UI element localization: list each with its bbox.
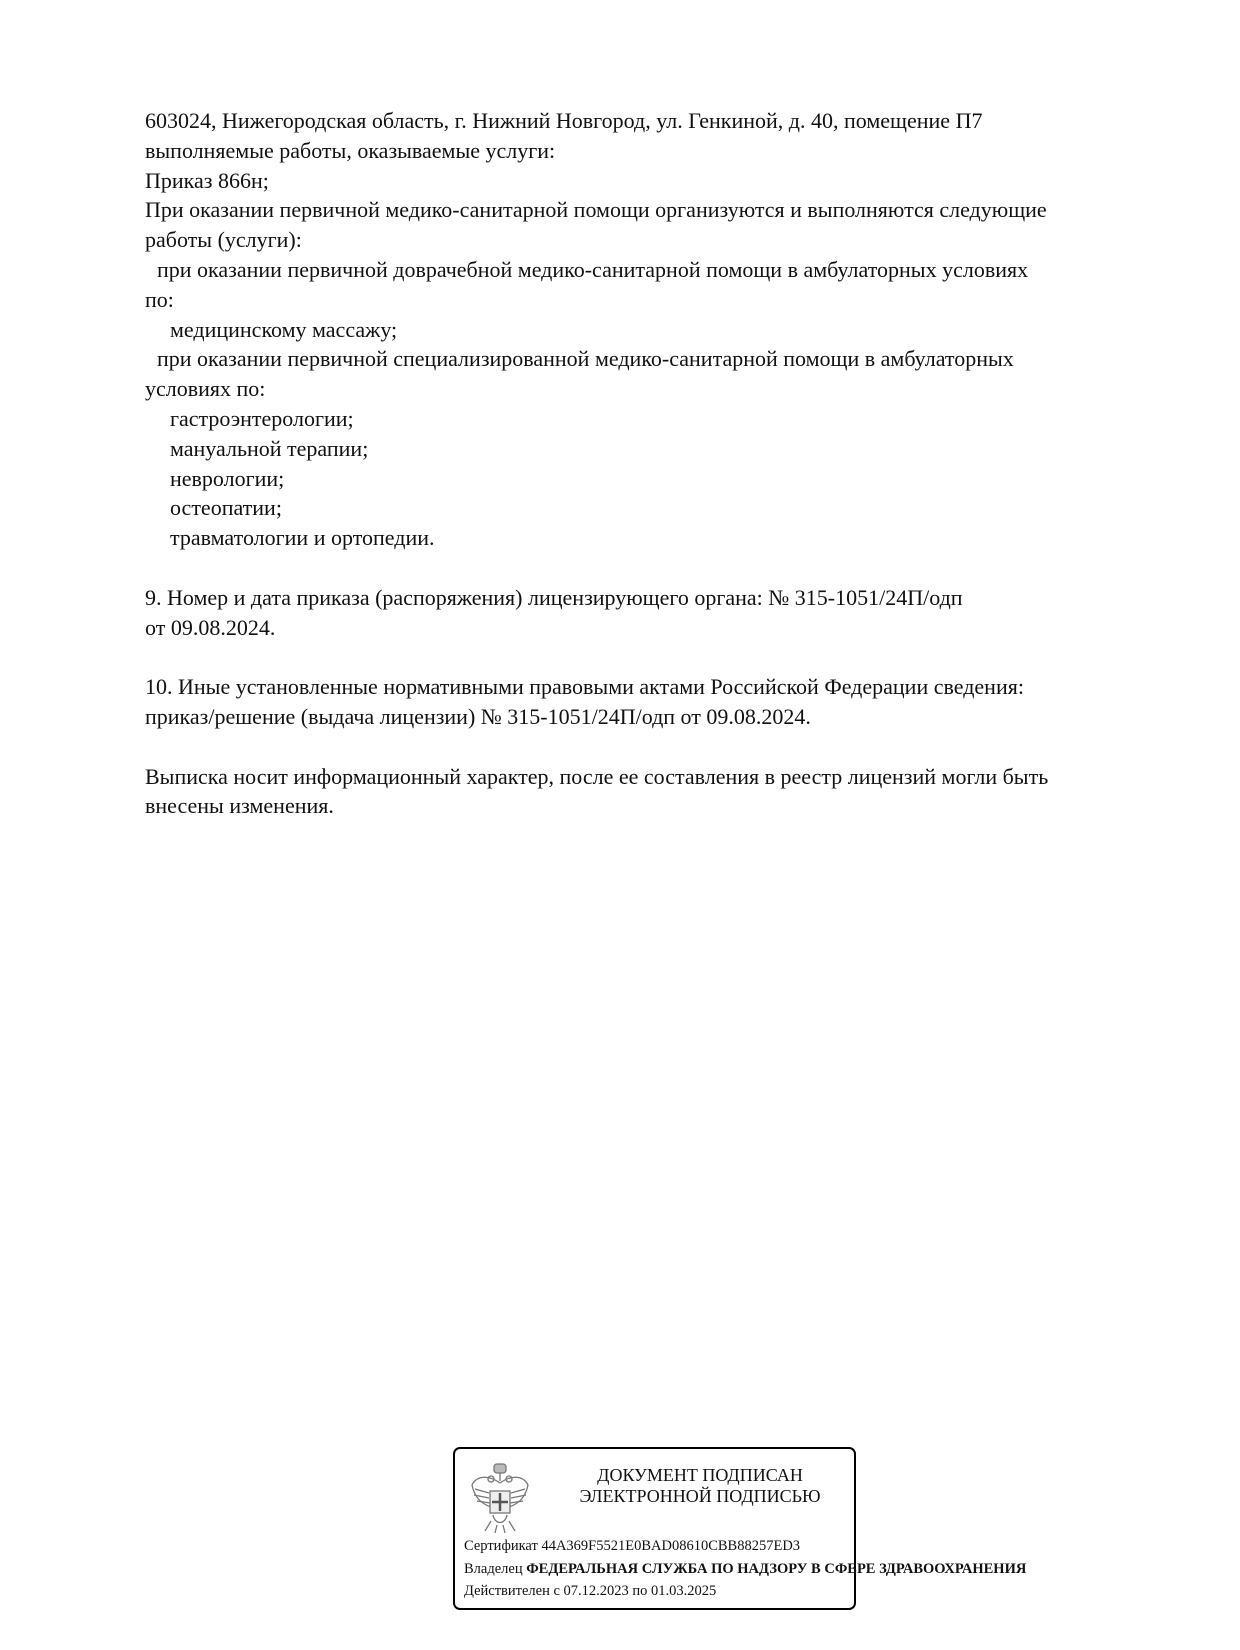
address-line: 603024, Нижегородская область, г. Нижний Новгород, ул. Генкиной, д. 40, помещение П7 [145, 108, 983, 133]
text-line: при оказании первичной специализированной медико-санитарной помощи в амбулаторных [157, 346, 1014, 372]
certificate-line [464, 1535, 849, 1558]
text-line: работы (услуги): [145, 227, 302, 253]
certificate-label: Сертификат [464, 1538, 538, 1554]
service-item: травматологии и ортопедии. [170, 525, 435, 551]
stamp-info [464, 1535, 1027, 1603]
service-item: неврологии; [170, 465, 285, 491]
text-line: выполняемые работы, оказываемые услуги: [145, 137, 556, 163]
owner-line [464, 1558, 1027, 1581]
stamp-title [555, 1465, 845, 1507]
text-line: при оказании первичной доврачебной медико-санитарной помощи в амбулаторных условиях [157, 256, 1029, 282]
stamp-title-line: ДОКУМЕНТ ПОДПИСАН [597, 1465, 803, 1485]
text-line: При оказании первичной медико-санитарной помощи организуются и выполняются следующие [145, 197, 1047, 223]
service-item: остеопатии; [170, 495, 282, 521]
text-line: Приказ 866н; [145, 167, 269, 193]
note-line: внесены изменения. [145, 793, 334, 819]
owner-label: Владелец [464, 1560, 523, 1577]
document-body [145, 106, 1155, 821]
section-9-line: 9. Номер и дата приказа (распоряжения) лицензирующего органа: № 315-1051/24П/одп [145, 584, 963, 610]
service-item: гастроэнтерологии; [170, 405, 354, 431]
e-signature-stamp [453, 1447, 1027, 1610]
stamp-title-line: ЭЛЕКТРОННОЙ ПОДПИСЬЮ [579, 1486, 821, 1506]
section-10-line: 10. Иные установленные нормативными правовыми актами Российской Федерации сведения: [145, 674, 1024, 700]
note-line: Выписка носит информационный характер, после ее составления в реестр лицензий могли быть [145, 763, 1049, 789]
validity-line: Действителен с 07.12.2023 по 01.03.2025 [464, 1583, 717, 1599]
section-9-line: от 09.08.2024. [145, 614, 276, 640]
coat-of-arms-icon [469, 1461, 531, 1535]
service-item: медицинскому массажу; [170, 316, 398, 342]
text-line: по: [145, 286, 174, 312]
owner-value: ФЕДЕРАЛЬНАЯ СЛУЖБА ПО НАДЗОРУ В СФЕРЕ ЗДРАВООХРАНЕНИЯ [526, 1560, 1027, 1577]
certificate-value: 44A369F5521E0BAD08610CBB88257ED3 [541, 1538, 801, 1554]
service-item: мануальной терапии; [170, 435, 369, 461]
text-line: условиях по: [145, 376, 266, 402]
section-10-line: приказ/решение (выдача лицензии) № 315-1051/24П/одп от 09.08.2024. [145, 703, 811, 729]
